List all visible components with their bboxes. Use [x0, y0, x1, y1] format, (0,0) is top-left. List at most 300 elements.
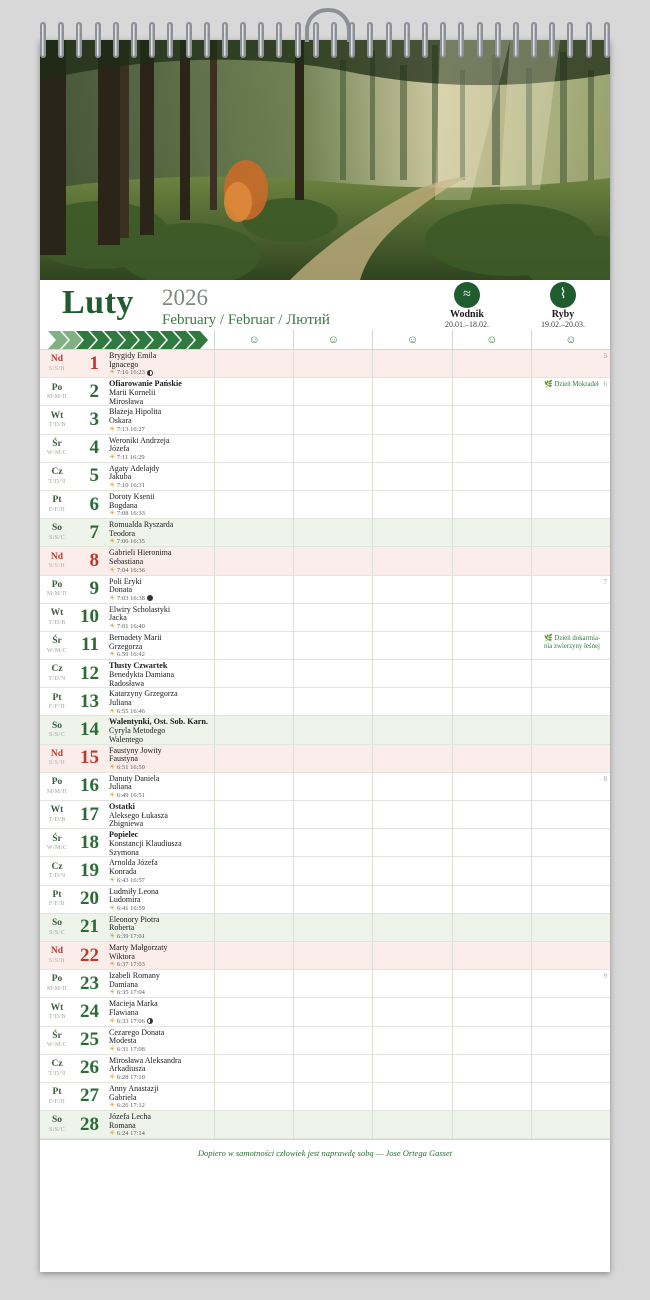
note-cell[interactable]	[452, 942, 531, 969]
note-cell[interactable]	[372, 716, 451, 743]
name-day: Gabrieli Hieronima	[109, 548, 172, 558]
note-cell[interactable]	[531, 773, 610, 800]
note-cell[interactable]	[452, 1111, 531, 1138]
dow-abbr: Cz	[51, 1059, 63, 1070]
dow-translations: S/S/С	[48, 929, 65, 936]
note-cell[interactable]	[452, 716, 531, 743]
note-cell[interactable]	[531, 378, 610, 405]
zodiac-name: Wodnik	[450, 309, 484, 320]
spiral-ring	[76, 22, 82, 58]
note-cell[interactable]	[293, 350, 372, 377]
name-day: Weroniki Andrzeja	[109, 435, 170, 445]
day-number: 4	[89, 437, 99, 459]
page-title: Luty	[62, 284, 134, 321]
dow-translations: F/F/П	[48, 506, 66, 513]
dow-translations: T/D/В	[48, 422, 66, 429]
note-cell[interactable]	[452, 688, 531, 715]
note-cell[interactable]	[293, 716, 372, 743]
note-cell[interactable]	[452, 829, 531, 856]
name-day-list	[104, 745, 214, 772]
sunrise-sunset: ☀ 7:06 16:35	[109, 537, 145, 546]
spiral-ring	[513, 22, 519, 58]
table-row	[40, 914, 610, 942]
note-cell[interactable]	[531, 970, 610, 997]
name-day: Agaty Adelajdy	[109, 463, 160, 473]
table-row	[40, 773, 610, 801]
dow-translations: S/S/H	[48, 563, 66, 570]
note-cell[interactable]	[372, 745, 451, 772]
dow-abbr: Wt	[50, 410, 64, 421]
note-cell[interactable]	[531, 1055, 610, 1082]
note-cell[interactable]	[293, 745, 372, 772]
dow-abbr: Cz	[51, 861, 63, 872]
note-cell[interactable]	[293, 660, 372, 687]
spiral-ring	[549, 22, 555, 58]
dow-translations: F/F/П	[48, 1098, 66, 1105]
note-cell[interactable]	[293, 970, 372, 997]
note-cell[interactable]	[452, 632, 531, 659]
name-day: Ludmiły Leona	[109, 886, 159, 896]
note-cell[interactable]	[214, 519, 293, 546]
dow-translations: T/D/В	[48, 619, 66, 626]
dow-abbr: Śr	[52, 833, 62, 844]
sun-icon: ☀	[109, 481, 116, 489]
dow-abbr: Po	[51, 974, 63, 985]
note-cell[interactable]	[531, 491, 610, 518]
note-cell[interactable]	[293, 519, 372, 546]
note-cell[interactable]	[214, 1083, 293, 1110]
note-cell[interactable]	[214, 604, 293, 631]
moon-phase-icon	[147, 1018, 153, 1024]
spiral-ring	[276, 22, 282, 58]
note-cell[interactable]	[372, 463, 451, 490]
note-cell[interactable]	[214, 632, 293, 659]
day-of-week	[40, 350, 74, 377]
note-cell[interactable]	[531, 547, 610, 574]
note-cell[interactable]	[214, 660, 293, 687]
table-row	[40, 604, 610, 632]
note-cell[interactable]	[293, 688, 372, 715]
note-cell[interactable]	[452, 773, 531, 800]
note-cell[interactable]	[293, 1111, 372, 1138]
note-cell[interactable]	[531, 519, 610, 546]
note-cell[interactable]	[531, 942, 610, 969]
name-day: Faustyna	[109, 754, 138, 764]
note-cell[interactable]	[372, 547, 451, 574]
note-cell[interactable]	[214, 1027, 293, 1054]
name-day: Popielec	[109, 830, 139, 840]
note-cell[interactable]	[372, 998, 451, 1025]
name-day-list	[104, 942, 214, 969]
dow-translations: M/M/П	[46, 394, 68, 401]
note-cell[interactable]	[531, 716, 610, 743]
table-row	[40, 857, 610, 885]
note-cell[interactable]	[214, 378, 293, 405]
note-cell[interactable]	[214, 716, 293, 743]
sun-icon: ☀	[109, 368, 116, 377]
table-row	[40, 1027, 610, 1055]
name-day-list	[104, 1111, 214, 1138]
name-day: Sebastiana	[109, 556, 144, 566]
sunrise-sunset: ☀ 6:26 17:12	[109, 1101, 145, 1110]
note-cell[interactable]	[214, 857, 293, 884]
day-of-week	[40, 857, 74, 884]
note-cell[interactable]	[531, 886, 610, 913]
spiral-ring	[58, 22, 64, 58]
note-cell[interactable]	[452, 519, 531, 546]
dow-translations: W/M/С	[46, 450, 68, 457]
sun-icon: ☀	[109, 593, 116, 602]
note-cell[interactable]	[372, 660, 451, 687]
name-day-list	[104, 660, 214, 687]
day-of-week	[40, 491, 74, 518]
note-cell[interactable]	[293, 942, 372, 969]
note-cell[interactable]	[531, 463, 610, 490]
sunrise-sunset: ☀ 7:08 16:33	[109, 509, 145, 518]
table-row	[40, 1055, 610, 1083]
name-day-list	[104, 998, 214, 1025]
name-day: Gabriela	[109, 1092, 137, 1102]
spiral-ring	[404, 22, 410, 58]
day-number: 24	[80, 1000, 99, 1022]
name-day: Donata	[109, 585, 133, 595]
name-day: Radosława	[109, 678, 145, 688]
note-cell[interactable]	[293, 378, 372, 405]
note-cell[interactable]	[452, 801, 531, 828]
smiley-column-2[interactable]: ☺	[293, 330, 372, 349]
sun-icon: ☀	[109, 932, 116, 940]
day-of-week	[40, 463, 74, 490]
note-cell[interactable]	[452, 547, 531, 574]
note-cell[interactable]	[531, 1111, 610, 1138]
note-cell[interactable]	[452, 886, 531, 913]
note-cell[interactable]	[452, 914, 531, 941]
note-cell[interactable]	[452, 435, 531, 462]
note-cell[interactable]	[214, 998, 293, 1025]
spiral-ring	[422, 22, 428, 58]
note-cell[interactable]	[531, 1083, 610, 1110]
note-cell[interactable]	[372, 1083, 451, 1110]
name-day: Jacka	[109, 613, 127, 623]
moon-phase-icon	[147, 370, 153, 376]
note-cell[interactable]	[372, 914, 451, 941]
note-cell[interactable]	[531, 1027, 610, 1054]
note-cell[interactable]	[293, 576, 372, 603]
sunrise-sunset: ☀ 7:03 16:38	[109, 595, 211, 603]
note-cell[interactable]	[372, 857, 451, 884]
note-cell[interactable]	[531, 998, 610, 1025]
name-day: Flawiana	[109, 1007, 139, 1017]
sun-icon: ☀	[109, 650, 116, 659]
spiral-ring	[386, 22, 392, 58]
note-cell[interactable]	[214, 463, 293, 490]
day-of-week	[40, 688, 74, 715]
smiley-column-4[interactable]: ☺	[452, 330, 531, 349]
dow-translations: S/S/С	[48, 1126, 65, 1133]
table-row	[40, 660, 610, 688]
note-cell[interactable]	[372, 378, 451, 405]
note-cell[interactable]	[214, 491, 293, 518]
note-cell[interactable]	[372, 406, 451, 433]
note-cell[interactable]	[531, 350, 610, 377]
sunrise-sunset: ☀ 6:49 16:51	[109, 791, 145, 800]
dow-translations: F/F/П	[48, 901, 66, 908]
name-day-list	[104, 406, 214, 433]
name-day-list	[104, 463, 214, 490]
sunrise-sunset: ☀ 6:31 17:08	[109, 1044, 145, 1053]
sunrise-sunset: ☀ 6:59 16:42	[109, 650, 145, 659]
note-cell[interactable]	[214, 970, 293, 997]
note-cell[interactable]	[372, 942, 451, 969]
smiley-column-5[interactable]: ☺	[531, 330, 610, 349]
note-cell[interactable]	[372, 491, 451, 518]
sun-icon: ☀	[109, 1129, 116, 1138]
note-cell[interactable]	[452, 406, 531, 433]
table-row	[40, 942, 610, 970]
note-cell[interactable]	[214, 1055, 293, 1082]
note-cell[interactable]	[452, 576, 531, 603]
dow-abbr: Cz	[51, 467, 63, 478]
spiral-ring	[240, 22, 246, 58]
note-cell[interactable]	[452, 857, 531, 884]
spiral-ring	[204, 22, 210, 58]
smiley-column-1[interactable]: ☺	[214, 330, 293, 349]
dow-translations: S/S/H	[48, 957, 66, 964]
dow-abbr: So	[51, 720, 63, 731]
note-cell[interactable]	[293, 773, 372, 800]
note-cell[interactable]	[372, 886, 451, 913]
arrow-strip	[40, 330, 214, 349]
note-cell[interactable]	[372, 519, 451, 546]
leaf-icon: 🌿	[544, 380, 553, 389]
dow-abbr: Wt	[50, 608, 64, 619]
note-cell[interactable]	[452, 350, 531, 377]
note-cell[interactable]	[452, 1027, 531, 1054]
name-day: Arkadiusza	[109, 1064, 146, 1074]
note-cell[interactable]	[293, 632, 372, 659]
day-of-week	[40, 1111, 74, 1138]
name-day: Bernadety Marii	[109, 632, 162, 642]
day-number: 25	[80, 1029, 99, 1051]
note-cell[interactable]	[214, 829, 293, 856]
week-number: 9	[603, 972, 608, 981]
note-cell[interactable]	[452, 1083, 531, 1110]
table-row	[40, 1083, 610, 1111]
note-cell[interactable]	[452, 604, 531, 631]
day-of-week	[40, 1055, 74, 1082]
sun-icon: ☀	[109, 1072, 116, 1081]
note-cell[interactable]	[531, 745, 610, 772]
sun-icon: ☀	[109, 509, 116, 518]
table-row	[40, 435, 610, 463]
note-cell[interactable]	[531, 829, 610, 856]
note-cell[interactable]	[214, 745, 293, 772]
day-number: 9	[89, 578, 99, 600]
sun-icon: ☀	[109, 988, 116, 997]
dow-translations: T/D/В	[48, 816, 66, 823]
sun-icon: ☀	[109, 452, 116, 461]
day-number: 14	[80, 719, 99, 741]
spiral-ring	[567, 22, 573, 58]
note-cell[interactable]	[293, 914, 372, 941]
note-cell[interactable]	[293, 491, 372, 518]
day-number: 18	[80, 831, 99, 853]
note-cell[interactable]	[214, 801, 293, 828]
note-cell[interactable]	[452, 970, 531, 997]
dow-abbr: Nd	[50, 946, 64, 957]
day-of-week	[40, 829, 74, 856]
note-cell[interactable]	[214, 1111, 293, 1138]
note-cell[interactable]	[214, 576, 293, 603]
note-cell[interactable]	[372, 350, 451, 377]
note-cell[interactable]	[531, 857, 610, 884]
table-row	[40, 829, 610, 857]
name-day: Danuty Daniela	[109, 773, 160, 783]
dow-translations: W/M/С	[46, 845, 68, 852]
note-cell[interactable]	[531, 435, 610, 462]
note-cell[interactable]	[452, 491, 531, 518]
name-day-list	[104, 773, 214, 800]
note-cell[interactable]	[293, 1083, 372, 1110]
note-cell[interactable]	[452, 463, 531, 490]
note-cell[interactable]	[214, 435, 293, 462]
note-cell[interactable]	[452, 1055, 531, 1082]
name-day: Zbigniewa	[109, 819, 144, 829]
table-row	[40, 576, 610, 604]
note-cell[interactable]	[293, 435, 372, 462]
note-cell[interactable]	[372, 970, 451, 997]
holiday-note: 🌿 Dzień Mokradeł	[544, 380, 599, 389]
note-cell[interactable]	[372, 604, 451, 631]
note-cell[interactable]	[293, 998, 372, 1025]
name-day: Walentego	[109, 734, 144, 744]
spiral-ring	[95, 22, 101, 58]
note-cell[interactable]	[531, 660, 610, 687]
spiral-ring	[186, 22, 192, 58]
note-cell[interactable]	[452, 378, 531, 405]
note-cell[interactable]	[293, 886, 372, 913]
note-cell[interactable]	[293, 463, 372, 490]
name-day: Konstancji Klaudiusza	[109, 839, 182, 849]
dow-abbr: Wt	[50, 805, 64, 816]
note-cell[interactable]	[531, 688, 610, 715]
note-cell[interactable]	[372, 1027, 451, 1054]
spiral-ring	[531, 22, 537, 58]
sunrise-sunset: ☀ 7:13 16:27	[109, 424, 145, 433]
note-cell[interactable]	[531, 406, 610, 433]
spiral-ring	[586, 22, 592, 58]
dow-abbr: Nd	[50, 551, 64, 562]
day-number: 20	[80, 888, 99, 910]
spiral-ring	[495, 22, 501, 58]
name-day: Konrada	[109, 867, 137, 876]
note-cell[interactable]	[531, 576, 610, 603]
spiral-ring	[440, 22, 446, 58]
note-cell[interactable]	[293, 829, 372, 856]
note-cell[interactable]	[531, 914, 610, 941]
name-day-list	[104, 970, 214, 997]
note-cell[interactable]	[293, 1055, 372, 1082]
note-cell[interactable]	[372, 435, 451, 462]
sun-icon: ☀	[109, 1101, 116, 1110]
note-cell[interactable]	[531, 632, 610, 659]
week-number: 6	[603, 380, 608, 389]
note-cell[interactable]	[293, 406, 372, 433]
dow-translations: M/M/П	[46, 591, 68, 598]
note-cell[interactable]	[293, 547, 372, 574]
note-cell[interactable]	[372, 773, 451, 800]
day-number: 12	[80, 662, 99, 684]
spiral-ring	[149, 22, 155, 58]
day-number: 1	[89, 352, 99, 374]
note-cell[interactable]	[372, 801, 451, 828]
smiley-column-3[interactable]: ☺	[372, 330, 451, 349]
note-cell[interactable]	[452, 660, 531, 687]
sun-icon: ☀	[109, 762, 116, 771]
note-cell[interactable]	[372, 576, 451, 603]
note-cell[interactable]	[372, 632, 451, 659]
dow-translations: T/D/В	[48, 1014, 66, 1021]
dow-abbr: Nd	[50, 748, 64, 759]
note-cell[interactable]	[293, 604, 372, 631]
note-cell[interactable]	[214, 886, 293, 913]
note-cell[interactable]	[452, 745, 531, 772]
note-cell[interactable]	[214, 773, 293, 800]
spiral-ring	[295, 22, 301, 58]
day-number: 17	[80, 803, 99, 825]
note-cell[interactable]	[293, 857, 372, 884]
day-of-week	[40, 801, 74, 828]
column-header-row	[40, 330, 610, 350]
note-cell[interactable]	[214, 350, 293, 377]
day-number: 2	[89, 380, 99, 402]
note-cell[interactable]	[214, 406, 293, 433]
note-cell[interactable]	[293, 1027, 372, 1054]
table-row	[40, 378, 610, 406]
day-number: 6	[89, 493, 99, 515]
note-cell[interactable]	[372, 1111, 451, 1138]
note-cell[interactable]	[372, 1055, 451, 1082]
table-row	[40, 1111, 610, 1139]
name-day-list	[104, 378, 214, 405]
dow-translations: F/F/П	[48, 704, 66, 711]
day-number: 19	[80, 859, 99, 881]
note-cell[interactable]	[214, 914, 293, 941]
table-row	[40, 716, 610, 744]
note-cell[interactable]	[214, 688, 293, 715]
note-cell[interactable]	[372, 688, 451, 715]
note-cell[interactable]	[452, 998, 531, 1025]
note-cell[interactable]	[531, 801, 610, 828]
name-day-list	[104, 547, 214, 574]
note-cell[interactable]	[293, 801, 372, 828]
sunrise-sunset: ☀ 7:10 16:31	[109, 481, 145, 489]
day-of-week	[40, 406, 74, 433]
spiral-ring	[367, 22, 373, 58]
day-of-week	[40, 660, 74, 687]
day-of-week	[40, 435, 74, 462]
note-cell[interactable]	[214, 942, 293, 969]
name-day-list	[104, 519, 214, 546]
sunrise-sunset: ☀ 6:28 17:10	[109, 1072, 145, 1081]
sun-icon: ☀	[109, 537, 116, 546]
sun-icon: ☀	[109, 903, 116, 912]
day-number: 28	[80, 1113, 99, 1135]
dow-translations: S/S/С	[48, 534, 65, 541]
note-cell[interactable]	[372, 829, 451, 856]
note-cell[interactable]	[214, 547, 293, 574]
note-cell[interactable]	[531, 604, 610, 631]
